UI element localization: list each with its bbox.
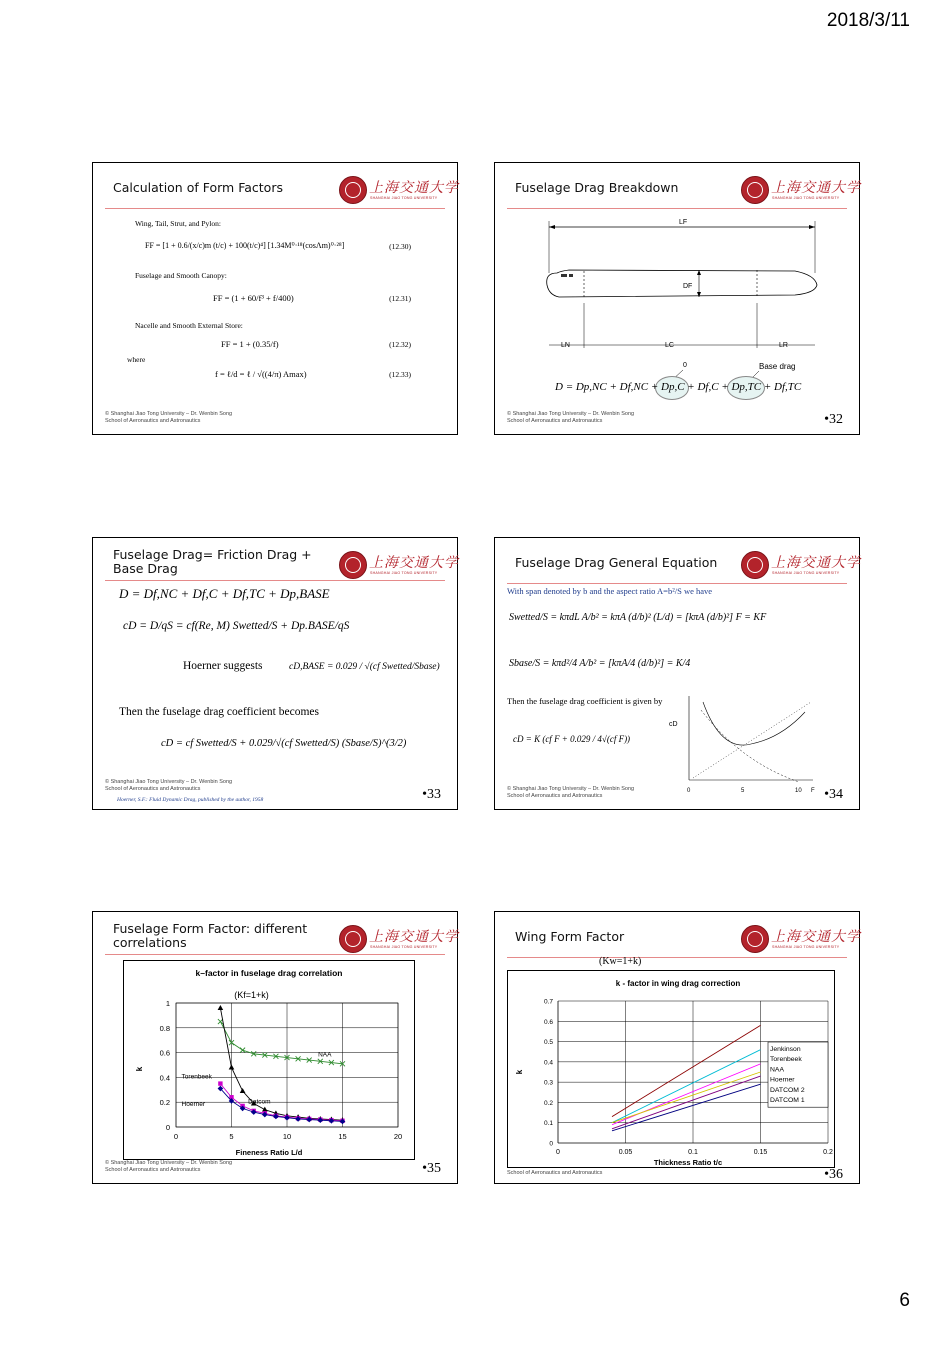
- y-tick-label: 0.2: [543, 1099, 553, 1107]
- university-logo: 上海交通大学 SHANGHAI JIAO TONG UNIVERSITY: [339, 176, 445, 204]
- slide-number: •34: [824, 787, 843, 802]
- series-line-jenkinson: [612, 1025, 761, 1116]
- cd-equation: cD = D/qS = cf(Re, M) Swetted/S + Dp.BASE/qS: [123, 620, 350, 632]
- slide-footer: © Shanghai Jiao Tong University – Dr. Wenbin Song School of Aeronautics and Astronautics: [507, 411, 635, 424]
- y-axis-label: k: [135, 1066, 144, 1072]
- data-point-torenbeek: [229, 1064, 235, 1069]
- data-point-naa: [218, 1019, 223, 1024]
- slide-friction-base-drag: [92, 537, 458, 810]
- cd-k-equation: cD = K (cf F + 0.029 / 4√(cf F)): [513, 734, 631, 744]
- cd-final-equation: cD = cf Swetted/S + 0.029/√(cf Swetted/S) (Sbase/S)^(3/2): [161, 738, 407, 749]
- cd-axis-label: cD: [669, 721, 678, 728]
- reference-note: Hoerner, S.F.: Fluid Dynamic Drag, published by the author, 1958: [117, 797, 264, 803]
- slide-number: •35: [422, 1161, 441, 1176]
- series-line-hoerner: [612, 1072, 761, 1123]
- slide-footer: © Shanghai Jiao Tong University – Dr. Wenbin Song School of Aeronautics and Astronautics: [105, 411, 233, 424]
- data-point-torenbeek: [240, 1088, 246, 1093]
- slide-wing-form-factor: [494, 911, 860, 1184]
- series-label-naa: NAA: [318, 1051, 332, 1059]
- df-label: DF: [683, 283, 693, 290]
- title-divider: [105, 954, 445, 955]
- university-seal-icon: [339, 551, 367, 579]
- kw-annotation: (Kw=1+k): [599, 956, 642, 967]
- university-logo: 上海交通大学 SHANGHAI JIAO TONG UNIVERSITY: [339, 551, 445, 579]
- y-tick-label: 0.8: [159, 1023, 170, 1033]
- ln-label: LN: [561, 342, 570, 349]
- fuselage-k-chart-frame: [123, 960, 415, 1160]
- y-tick-label: 1: [165, 999, 170, 1008]
- y-tick-label: 0.2: [159, 1098, 170, 1108]
- cd-vs-f-sketch: [669, 692, 821, 802]
- fuselage-k-chart: [124, 961, 414, 1159]
- x-axis-label: Thickness Ratio t/c: [653, 1158, 723, 1167]
- fuselage-label: Fuselage and Smooth Canopy:: [135, 271, 227, 280]
- slide-title: Fuselage Form Factor: different correlations: [113, 921, 308, 950]
- slide-title: Wing Form Factor: [515, 929, 625, 944]
- y-tick-label: 0.7: [543, 998, 553, 1006]
- x-tick-label: 0.05: [618, 1149, 633, 1156]
- university-seal-icon: [741, 176, 769, 204]
- x-tick-label: 0.15: [753, 1149, 768, 1156]
- series-label-hoerner: Hoerner: [181, 1100, 206, 1108]
- slide-title: Fuselage Drag General Equation: [515, 555, 718, 570]
- y-tick-label: 0.6: [159, 1048, 170, 1058]
- university-seal-icon: [741, 925, 769, 953]
- tick-5: 5: [741, 788, 745, 794]
- tick-f: F: [811, 788, 815, 794]
- x-tick-label: 0.1: [688, 1149, 698, 1156]
- x-tick-label: 20: [393, 1132, 403, 1141]
- series-line-torenbeek: [612, 1050, 761, 1123]
- legend-entry-datcom-2: DATCOM 2: [770, 1086, 805, 1094]
- page-date: 2018/3/11: [826, 10, 910, 31]
- equation-12-33: f = ℓ/d = ℓ / √((4/π) Amax): [215, 369, 307, 379]
- tick-0: 0: [687, 788, 691, 794]
- y-tick-label: 0: [165, 1123, 170, 1132]
- slide-drag-breakdown: [494, 162, 860, 435]
- series-label-datcom: Datcom: [248, 1098, 271, 1106]
- data-point-naa: [240, 1048, 245, 1053]
- y-axis-label: k: [515, 1069, 524, 1075]
- slide-number: •32: [824, 412, 843, 427]
- x-tick-label: 0.2: [823, 1149, 833, 1156]
- slide-footer: © Shanghai Jiao Tong University – Dr. Wenbin Song School of Aeronautics and Astronautics: [507, 786, 635, 799]
- university-logo: 上海交通大学 SHANGHAI JIAO TONG UNIVERSITY: [741, 925, 847, 953]
- equation-number: (12.31): [389, 294, 411, 303]
- equation-12-31: FF = (1 + 60/f³ + f/400): [213, 293, 294, 303]
- slide-title: Fuselage Drag Breakdown: [515, 180, 679, 195]
- slide-general-equation: [494, 537, 860, 810]
- chart-title: k–factor in fuselage drag correlation: [195, 968, 343, 978]
- hoerner-text: Hoerner suggests: [183, 660, 263, 672]
- university-seal-icon: [741, 551, 769, 579]
- slide-number: •33: [422, 787, 441, 802]
- drag-equation: D = Dp,NC + Df,NC + Dp,C + Df,C + Dp,TC + Df,TC: [555, 381, 802, 393]
- data-point-datcom: [218, 1081, 222, 1085]
- kf-annotation: (Kf=1+k): [234, 990, 269, 1000]
- legend-entry-jenkinson: Jenkinson: [770, 1046, 801, 1053]
- title-divider: [105, 580, 445, 581]
- data-point-torenbeek: [218, 1005, 224, 1010]
- university-seal-icon: [339, 176, 367, 204]
- title-divider: [507, 208, 847, 209]
- intro-text: With span denoted by b and the aspect ratio A=b²/S we have: [507, 586, 713, 596]
- lf-label: LF: [679, 219, 688, 226]
- slide-fuselage-form-factor: [92, 911, 458, 1184]
- slide-number: •36: [824, 1167, 843, 1182]
- slide-footer: School of Aeronautics and Astronautics: [507, 1170, 603, 1176]
- equation-12-30: FF = [1 + 0.6/(x/c)m (t/c) + 100(t/c)⁴] [1.34M⁰·¹⁸(cosΛm)⁰·²⁸]: [145, 241, 345, 250]
- slide-title: Fuselage Drag= Friction Drag + Base Drag: [113, 547, 312, 576]
- slide-title: Calculation of Form Factors: [113, 180, 283, 195]
- wing-k-chart-frame: [507, 970, 835, 1168]
- equation-number: (12.32): [389, 340, 411, 349]
- y-tick-label: 0.5: [543, 1039, 553, 1047]
- x-axis-label: Fineness Ratio L/d: [235, 1148, 303, 1157]
- base-area-equation: Sbase/S = kπd²/4 A/b² = [kπA/4 (d/b)²] = K/4: [509, 658, 691, 669]
- university-seal-icon: [339, 925, 367, 953]
- university-logo: 上海交通大学 SHANGHAI JIAO TONG UNIVERSITY: [339, 925, 445, 953]
- tick-10: 10: [795, 788, 802, 794]
- wetted-area-equation: Swetted/S = kπdL A/b² = kπA (d/b)² (L/d) = [kπA (d/b)²] F = KF: [509, 612, 767, 623]
- equation-12-32: FF = 1 + (0.35/f): [221, 339, 279, 349]
- then-text: Then the fuselage drag coefficient becomes: [119, 706, 319, 718]
- title-divider: [105, 208, 445, 209]
- given-text: Then the fuselage drag coefficient is given by: [507, 696, 663, 706]
- title-divider: [507, 957, 847, 958]
- base-drag-label: Base drag: [759, 362, 796, 371]
- x-tick-label: 15: [338, 1132, 347, 1141]
- cd-base-equation: cD,BASE = 0.029 / √(cf Swetted/Sbase): [289, 662, 440, 672]
- y-tick-label: 0.6: [543, 1018, 553, 1026]
- x-tick-label: 10: [282, 1132, 292, 1141]
- legend-entry-naa: NAA: [770, 1066, 784, 1074]
- y-tick-label: 0: [549, 1140, 553, 1148]
- y-tick-label: 0.4: [159, 1073, 170, 1083]
- university-logo: 上海交通大学 SHANGHAI JIAO TONG UNIVERSITY: [741, 551, 847, 579]
- wing-label: Wing, Tail, Strut, and Pylon:: [135, 219, 221, 228]
- page-number: 6: [899, 1290, 910, 1311]
- y-tick-label: 0.3: [543, 1079, 553, 1087]
- x-tick-label: 0: [173, 1132, 179, 1141]
- legend-entry-datcom-1: DATCOM 1: [770, 1097, 805, 1104]
- where-label: where: [127, 355, 146, 364]
- chart-title: k - factor in wing drag correction: [615, 979, 741, 988]
- title-divider: [507, 583, 847, 584]
- university-logo: 上海交通大学 SHANGHAI JIAO TONG UNIVERSITY: [741, 176, 847, 204]
- slide-footer: © Shanghai Jiao Tong University – Dr. Wenbin Song School of Aeronautics and Astronautics: [105, 1160, 233, 1173]
- x-tick-label: 0: [556, 1149, 560, 1156]
- o-label: 0: [683, 362, 687, 369]
- legend-entry-torenbeek: Torenbeek: [770, 1056, 802, 1064]
- drag-sum-equation: D = Df,NC + Df,C + Df,TC + Dp,BASE: [119, 586, 330, 601]
- slide-footer: © Shanghai Jiao Tong University – Dr. Wenbin Song School of Aeronautics and Astronautics: [105, 779, 233, 792]
- series-label-torenbeek: Torenbeek: [181, 1073, 212, 1081]
- fuselage-diagram: [495, 213, 861, 383]
- y-tick-label: 0.1: [543, 1120, 553, 1128]
- series-line-datcom-1: [612, 1084, 761, 1131]
- legend-entry-hoerner: Hoerner: [770, 1076, 795, 1084]
- series-line-naa: [612, 1064, 761, 1125]
- x-tick-label: 5: [229, 1132, 234, 1141]
- data-point-torenbeek: [262, 1107, 268, 1112]
- equation-number: (12.33): [389, 370, 411, 379]
- lc-label: LC: [665, 342, 674, 349]
- y-tick-label: 0.4: [543, 1059, 553, 1067]
- slide-form-factors: [92, 162, 458, 435]
- nacelle-label: Nacelle and Smooth External Store:: [135, 321, 243, 330]
- equation-number: (12.30): [389, 242, 411, 251]
- lr-label: LR: [779, 342, 788, 349]
- wing-k-chart: [508, 971, 834, 1167]
